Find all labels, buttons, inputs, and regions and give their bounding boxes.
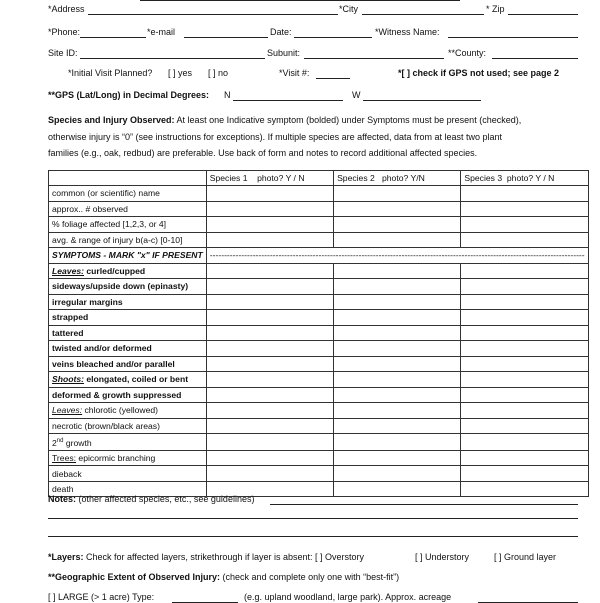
species3-cell[interactable]	[461, 232, 588, 248]
row-label-tattered: tattered	[49, 325, 207, 341]
table-row	[49, 418, 589, 434]
row-label-deformed-growth: deformed & growth suppressed	[49, 387, 207, 403]
initial-visit-no-checkbox[interactable]: [ ] no	[208, 68, 229, 78]
row-label-avg-range: avg. & range of injury b(a-c) [0-10]	[49, 232, 207, 248]
email-label: *e-mail	[147, 27, 176, 37]
species2-cell[interactable]	[334, 387, 461, 403]
visit-number-field[interactable]	[316, 68, 350, 79]
table-row	[49, 466, 589, 482]
species2-cell[interactable]	[334, 466, 461, 482]
species2-cell[interactable]	[334, 279, 461, 295]
table-row	[49, 325, 589, 341]
layers-line: *Layers: Check for affected layers, strikethrough if layer is absent: [ ] Overstory	[48, 552, 364, 562]
species2-cell[interactable]	[334, 325, 461, 341]
site-id-label: Site ID:	[48, 48, 78, 58]
table-row	[49, 434, 589, 451]
species3-cell[interactable]	[461, 356, 588, 372]
species2-cell[interactable]	[334, 217, 461, 233]
site-id-field[interactable]	[80, 48, 265, 59]
species1-cell[interactable]	[206, 403, 333, 419]
witness-label: *Witness Name:	[375, 27, 440, 37]
ground-layer-checkbox[interactable]: [ ] Ground layer	[494, 552, 557, 562]
row-label-strapped: strapped	[49, 310, 207, 326]
species1-cell[interactable]	[206, 387, 333, 403]
species2-cell[interactable]	[334, 186, 461, 202]
symptoms-dash-fill: -----------------------------------------------------------------------------------------------------------------------------------	[206, 248, 588, 264]
species2-cell[interactable]	[334, 356, 461, 372]
city-field[interactable]	[362, 4, 484, 15]
species3-cell[interactable]	[461, 466, 588, 482]
table-header-species-2: Species 2 photo? Y/N	[334, 171, 461, 186]
species1-cell[interactable]	[206, 434, 333, 451]
row-label-trees-epicormic: Trees: epicormic branching	[49, 450, 207, 466]
species1-cell[interactable]	[206, 186, 333, 202]
county-field[interactable]	[492, 48, 578, 59]
species2-cell[interactable]	[334, 372, 461, 388]
gps-latitude-field[interactable]	[233, 90, 343, 101]
species3-cell[interactable]	[461, 263, 588, 279]
species1-cell[interactable]	[206, 418, 333, 434]
species2-cell[interactable]	[334, 341, 461, 357]
large-type-field[interactable]	[172, 592, 238, 603]
species2-cell[interactable]	[334, 232, 461, 248]
table-row	[49, 310, 589, 326]
row-label-sideways: sideways/upside down (epinasty)	[49, 279, 207, 295]
species3-cell[interactable]	[461, 310, 588, 326]
species3-cell[interactable]	[461, 294, 588, 310]
table-row	[49, 217, 589, 233]
species3-cell[interactable]	[461, 341, 588, 357]
species3-cell[interactable]	[461, 450, 588, 466]
initial-visit-yes-checkbox[interactable]: [ ] yes	[168, 68, 193, 78]
gps-w-label: W	[352, 90, 361, 100]
row-label-leaves-curled: Leaves: curled/cupped	[49, 263, 207, 279]
species1-cell[interactable]	[206, 217, 333, 233]
species2-cell[interactable]	[334, 201, 461, 217]
species3-cell[interactable]	[461, 403, 588, 419]
table-row	[49, 403, 589, 419]
top-border-line	[140, 0, 460, 1]
instructions-line2: otherwise injury is “0” (see instructions for exceptions). If multiple species are affected, data from at least two plant	[48, 131, 503, 142]
email-field[interactable]	[184, 27, 268, 38]
species1-cell[interactable]	[206, 372, 333, 388]
row-label-irregular-margins: irregular margins	[49, 294, 207, 310]
species1-cell[interactable]	[206, 294, 333, 310]
species1-cell[interactable]	[206, 310, 333, 326]
gps-longitude-field[interactable]	[363, 90, 481, 101]
species2-cell[interactable]	[334, 450, 461, 466]
notes-field-line-3[interactable]	[48, 526, 578, 537]
species3-cell[interactable]	[461, 325, 588, 341]
instructions-paragraph	[48, 112, 578, 162]
table-row	[49, 450, 589, 466]
row-label-twisted: twisted and/or deformed	[49, 341, 207, 357]
city-label: *City	[339, 4, 359, 14]
row-label-approx-observed: approx.. # observed	[49, 201, 207, 217]
table-header-blank	[49, 171, 207, 186]
table-row	[49, 387, 589, 403]
species1-cell[interactable]	[206, 356, 333, 372]
table-row	[49, 279, 589, 295]
species1-cell[interactable]	[206, 279, 333, 295]
species1-cell[interactable]	[206, 450, 333, 466]
row-label-shoots: Shoots: elongated, coiled or bent	[49, 372, 207, 388]
species3-cell[interactable]	[461, 434, 588, 451]
address-label: *Address	[48, 4, 85, 14]
zip-label: * Zip	[486, 4, 505, 14]
gps-n-label: N	[224, 90, 231, 100]
species3-cell[interactable]	[461, 186, 588, 202]
species-injury-table	[48, 170, 589, 497]
table-header-species-3: Species 3 photo? Y / N	[461, 171, 588, 186]
notes-field-line-2[interactable]	[48, 508, 578, 519]
row-label-veins: veins bleached and/or parallel	[49, 356, 207, 372]
date-label: Date:	[270, 27, 292, 37]
table-row	[49, 263, 589, 279]
extent-example-text: (e.g. upland woodland, large park). Approx. acreage	[244, 592, 452, 602]
species1-cell[interactable]	[206, 263, 333, 279]
species2-cell[interactable]	[334, 418, 461, 434]
gps-label: **GPS (Lat/Long) in Decimal Degrees:	[48, 90, 210, 100]
species2-cell[interactable]	[334, 403, 461, 419]
gps-not-used-checkbox[interactable]: *[ ] check if GPS not used; see page 2	[398, 68, 560, 78]
geographic-extent-line: **Geographic Extent of Observed Injury: (check and complete only one with “best-fit”)	[48, 572, 400, 582]
county-label: **County:	[448, 48, 487, 58]
species2-cell[interactable]	[334, 434, 461, 451]
acreage-field[interactable]	[478, 592, 578, 603]
notes-field-line-1[interactable]	[270, 494, 578, 505]
row-label-common-name: common (or scientific) name	[49, 186, 207, 202]
species3-cell[interactable]	[461, 372, 588, 388]
row-label-foliage-affected: % foliage affected [1,2,3, or 4]	[49, 217, 207, 233]
table-header-species-1: Species 1 photo? Y / N	[206, 171, 333, 186]
instructions-heading: Species and Injury Observed:	[48, 115, 175, 125]
species2-cell[interactable]	[334, 310, 461, 326]
initial-visit-label: *Initial Visit Planned?	[68, 68, 153, 78]
table-row	[49, 248, 589, 264]
phone-label: *Phone:	[48, 27, 81, 37]
table-row	[49, 356, 589, 372]
visit-number-label: *Visit #:	[279, 68, 310, 78]
row-label-second-growth: 2nd growth	[49, 434, 207, 451]
address-field[interactable]	[88, 4, 338, 15]
row-label-necrotic: necrotic (brown/black areas)	[49, 418, 207, 434]
species2-cell[interactable]	[334, 294, 461, 310]
table-row	[49, 186, 589, 202]
species1-cell[interactable]	[206, 466, 333, 482]
instructions-line3: families (e.g., oak, redbud) are preferable. Use back of form and notes to record additional affected species.	[48, 148, 478, 158]
species3-cell[interactable]	[461, 217, 588, 233]
date-field[interactable]	[294, 27, 372, 38]
subunit-field[interactable]	[304, 48, 444, 59]
row-label-leaves-chlorotic: Leaves: chlorotic (yellowed)	[49, 403, 207, 419]
species1-cell[interactable]	[206, 232, 333, 248]
large-extent-checkbox[interactable]: [ ] LARGE (> 1 acre) Type:	[48, 592, 155, 602]
species3-cell[interactable]	[461, 279, 588, 295]
table-row	[49, 232, 589, 248]
species1-cell[interactable]	[206, 341, 333, 357]
species3-cell[interactable]	[461, 418, 588, 434]
witness-field[interactable]	[448, 27, 578, 38]
species3-cell[interactable]	[461, 387, 588, 403]
notes-label: Notes: (other affected species, etc., see guidelines)	[48, 494, 255, 504]
zip-field[interactable]	[508, 4, 578, 15]
table-row	[49, 372, 589, 388]
symptoms-header: SYMPTOMS - MARK "x" IF PRESENT	[49, 248, 207, 264]
species3-cell[interactable]	[461, 201, 588, 217]
instructions-line1: At least one Indicative symptom (bolded) under Symptoms must be present (checked),	[174, 115, 522, 125]
species1-cell[interactable]	[206, 325, 333, 341]
table-row	[49, 201, 589, 217]
table-header-row	[49, 171, 589, 186]
subunit-label: Subunit:	[267, 48, 301, 58]
species1-cell[interactable]	[206, 201, 333, 217]
phone-field[interactable]	[80, 27, 146, 38]
understory-checkbox[interactable]: [ ] Understory	[415, 552, 470, 562]
row-label-death: death	[49, 481, 207, 497]
row-label-dieback: dieback	[49, 466, 207, 482]
table-row	[49, 294, 589, 310]
species2-cell[interactable]	[334, 263, 461, 279]
table-row	[49, 341, 589, 357]
